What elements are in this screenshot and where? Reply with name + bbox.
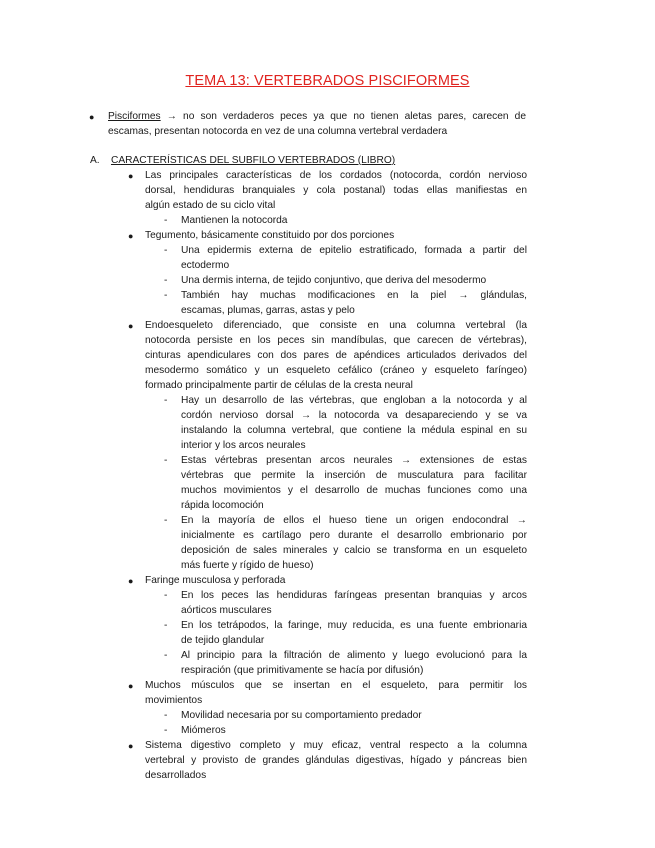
intro-line-2: escamas, presentan notocorda en vez de una columna vertebral verdadera — [108, 126, 448, 137]
sub-list-item — [181, 513, 527, 573]
text-line: inicialmente es cartílago pero durante el desarrollo embrionario por — [181, 530, 527, 541]
sub-list-item — [181, 453, 527, 513]
text-line: mesodermo somático y un esqueleto cefálico (cráneo y esqueleto faríngeo) — [145, 365, 527, 376]
sub-list-item — [181, 393, 527, 453]
text-line: de tejido glandular — [181, 635, 265, 646]
text-line: Miómeros — [181, 725, 226, 736]
intro-line-1-text: → no son verdaderos peces ya que no tienen aletas pares, carecen de — [160, 111, 526, 122]
text-line: desarrollados — [145, 770, 207, 781]
text-line: ectodermo — [181, 260, 230, 271]
section-a-marker: A. — [90, 155, 100, 166]
sub-list-item — [181, 213, 527, 228]
text-line: instalando la columna vertebral, que contiene la médula espinal en su — [181, 425, 527, 436]
list-item — [145, 738, 527, 783]
text-line: Estas vértebras presentan arcos neurales → extensiones de estas — [181, 455, 527, 466]
text-line: más fuerte y rígido de hueso) — [181, 560, 314, 571]
text-line: Hay un desarrollo de las vértebras, que engloban a la notocorda y al — [181, 395, 527, 406]
text-line: cinturas apendiculares con dos pares de apéndices articulados derivados del — [145, 350, 527, 361]
sub-list-item — [181, 288, 527, 318]
intro-line-1 — [108, 109, 526, 124]
text-line: Al principio para la filtración de alimento y luego evolucionó para la — [181, 650, 527, 661]
text-line: En los tetrápodos, la faringe, muy reducida, es una fuente embrionaria — [181, 620, 527, 631]
text-line: En la mayoría de ellos el hueso tiene un origen endocondral → — [181, 515, 527, 526]
dash-marker: - — [164, 455, 168, 466]
list-item — [145, 228, 527, 243]
list-item — [145, 573, 527, 588]
dash-marker: - — [164, 725, 168, 736]
bullet-icon: ● — [128, 681, 134, 691]
text-line: respiración (que primitivamente se hacía por difusión) — [181, 665, 424, 676]
bullet-icon: ● — [128, 321, 134, 331]
text-line: escamas, plumas, garras, astas y pelo — [181, 305, 355, 316]
bullet-icon: ● — [128, 741, 134, 751]
dash-marker: - — [164, 650, 168, 661]
dash-marker: - — [164, 215, 168, 226]
dash-marker: - — [164, 515, 168, 526]
sub-list-item — [181, 648, 527, 678]
text-line: movimientos — [145, 695, 203, 706]
text-line: notocorda persiste en los peces sin mandíbulas, que carecen de vértebras), — [145, 335, 527, 346]
text-line: Las principales características de los cordados (notocorda, cordón nervioso — [145, 170, 527, 181]
text-line: Muchos músculos que se insertan en el esqueleto, para permitir los — [145, 680, 527, 691]
list-item — [145, 168, 527, 213]
list-item — [145, 318, 527, 393]
dash-marker: - — [164, 710, 168, 721]
section-a-title: CARACTERÍSTICAS DEL SUBFILO VERTEBRADOS (LIBRO) — [110, 155, 396, 166]
text-line: deposición de sales minerales y calcio se transforma en un esqueleto — [181, 545, 527, 556]
text-line: aórticos musculares — [181, 605, 272, 616]
text-line: cordón nervioso dorsal → la notocorda va desapareciendo y se va — [181, 410, 527, 421]
text-line: vértebras que permite la inserción de musculatura para facilitar — [181, 470, 527, 481]
sub-list-item — [181, 708, 527, 723]
page-title: TEMA 13: VERTEBRADOS PISCIFORMES — [185, 73, 470, 89]
dash-marker: - — [164, 245, 168, 256]
sub-list-item — [181, 723, 527, 738]
text-line: Faringe musculosa y perforada — [145, 575, 286, 586]
intro-paragraph — [108, 109, 526, 139]
dash-marker: - — [164, 395, 168, 406]
text-line: vertebral y provisto de grandes glándulas digestivas, hígado y páncreas bien — [145, 755, 527, 766]
text-line: Movilidad necesaria por su comportamiento predador — [181, 710, 422, 721]
text-line: Tegumento, básicamente constituido por dos porciones — [145, 230, 395, 241]
text-line: Endoesqueleto diferenciado, que consiste en una columna vertebral (la — [145, 320, 527, 331]
bullet-icon: ● — [89, 112, 95, 122]
sub-list-item — [181, 588, 527, 618]
intro-term: Pisciformes — [108, 111, 161, 122]
text-line: Sistema digestivo completo y muy eficaz, ventral respecto a la columna — [145, 740, 527, 751]
text-line: Una epidermis externa de epitelio estratificado, formada a partir del — [181, 245, 527, 256]
text-line: interior y los arcos neurales — [181, 440, 306, 451]
dash-marker: - — [164, 290, 168, 301]
list-item — [145, 678, 527, 708]
text-line: Mantienen la notocorda — [181, 215, 288, 226]
text-line: rápida locomoción — [181, 500, 264, 511]
text-line: También hay muchas modificaciones en la piel → glándulas, — [181, 290, 527, 301]
text-line: dorsal, hendiduras branquiales y cola postanal) todas ellas manifiestas en — [145, 185, 527, 196]
section-a-heading — [90, 153, 395, 168]
bullet-icon: ● — [128, 231, 134, 241]
dash-marker: - — [164, 620, 168, 631]
sub-list-item — [181, 243, 527, 273]
dash-marker: - — [164, 275, 168, 286]
bullet-icon: ● — [128, 576, 134, 586]
text-line: formado principalmente partir de células de la cresta neural — [145, 380, 413, 391]
text-line: En los peces las hendiduras faríngeas presentan branquias y arcos — [181, 590, 527, 601]
dash-marker: - — [164, 590, 168, 601]
text-line: Una dermis interna, de tejido conjuntivo, que deriva del mesodermo — [181, 275, 487, 286]
bullet-icon: ● — [128, 171, 134, 181]
text-line: algún estado de su ciclo vital — [145, 200, 276, 211]
sub-list-item — [181, 618, 527, 648]
text-line: muchos movimientos y el desarrollo de muchas funciones como una — [181, 485, 527, 496]
sub-list-item — [181, 273, 527, 288]
